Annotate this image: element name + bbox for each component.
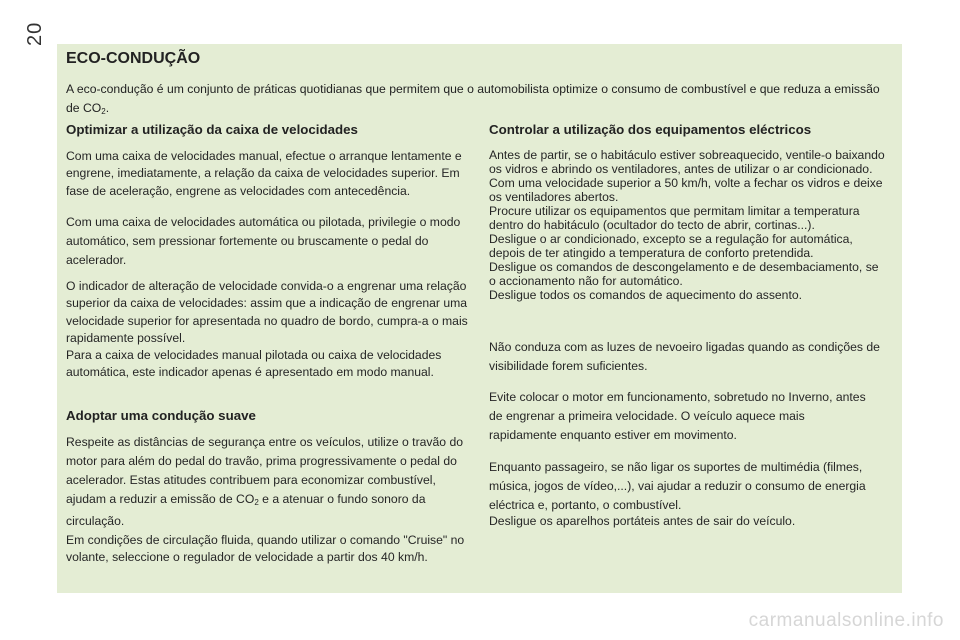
smooth-driving-text-end: e a atenuar o fundo sonoro da circulação. bbox=[66, 492, 426, 528]
intro-paragraph bbox=[66, 80, 886, 121]
page-title: ECO-CONDUÇÃO bbox=[66, 50, 201, 67]
intro-subscript: 2 bbox=[101, 107, 106, 116]
intro-text-end: . bbox=[105, 101, 110, 115]
smooth-driving-subscript: 2 bbox=[254, 498, 259, 507]
gearbox-paragraph-indicator-note: Para a caixa de velocidades manual pilotada ou caixa de velocidades automática, este indicador apenas é apresentado em modo manual. bbox=[66, 348, 442, 380]
section-heading-gearbox: Optimizar a utilização da caixa de velocidades bbox=[66, 122, 358, 137]
portable-devices-paragraph: Desligue os aparelhos portáteis antes de sair do veículo. bbox=[489, 514, 796, 528]
intro-text: A eco-condução é um conjunto de práticas quotidianas que permitem que o automobilista optimize o consumo de combustível e que reduza a emissão de CO bbox=[66, 82, 880, 115]
electrical-line: Antes de partir, se o habitáculo estiver sobreaquecido, ventile-o baixando os vidros e abrindo os ventiladores, antes de utilizar o ar condicionado. bbox=[489, 148, 885, 176]
section-heading-electrical: Controlar a utilização dos equipamentos eléctricos bbox=[489, 122, 812, 137]
gearbox-paragraph-automatic: Com uma caixa de velocidades automática ou pilotada, privilegie o modo automático, sem pressionar fortemente ou bruscamente o pedal do acelerador. bbox=[66, 215, 461, 267]
engine-warmup-paragraph: Evite colocar o motor em funcionamento, sobretudo no Inverno, antes de engrenar a primeira velocidade. O veículo aquece mais rapidamente enquanto estiver em movimento. bbox=[489, 390, 866, 442]
smooth-driving-text: Respeite as distâncias de segurança entre os veículos, utilize o travão do motor para além do pedal do travão, prima progressivamente o pedal do acelerador. Estas atitudes contribuem para economizar combustível, ajudam a reduzir a emissão de CO bbox=[66, 435, 463, 506]
section-heading-smooth-driving: Adoptar uma condução suave bbox=[66, 408, 256, 423]
multimedia-paragraph: Enquanto passageiro, se não ligar os suportes de multimédia (filmes, música, jogos de vídeo,...), vai ajudar a reduzir o consumo de energia eléctrica e, portanto, o combustível. bbox=[489, 460, 866, 512]
gearbox-paragraph-indicator: O indicador de alteração de velocidade convida-o a engrenar uma relação superior da caixa de velocidades: assim que a indicação de engrenar uma velocidade superior for apresentada no quadro de bordo, cumpra-a o mais rapidamente possível. bbox=[66, 279, 468, 346]
page-number: 20 bbox=[24, 21, 46, 46]
cruise-control-paragraph: Em condições de circulação fluida, quando utilizar o comando "Cruise" no volante, seleccione o regulador de velocidade a partir dos 40 km/h. bbox=[66, 533, 465, 565]
smooth-driving-paragraph bbox=[66, 433, 474, 531]
electrical-line: Desligue os comandos de descongelamento e de desembaciamento, se o accionamento não for automático. bbox=[489, 260, 879, 288]
electrical-line: Desligue todos os comandos de aquecimento do assento. bbox=[489, 288, 803, 302]
watermark: carmanualsonline.info bbox=[748, 610, 944, 631]
electrical-list bbox=[489, 148, 887, 302]
electrical-line: Procure utilizar os equipamentos que permitam limitar a temperatura dentro do habitáculo (ocultador do tecto de abrir, cortinas...). bbox=[489, 204, 860, 232]
electrical-line: Com uma velocidade superior a 50 km/h, volte a fechar os vidros e deixe os ventiladores abertos. bbox=[489, 176, 883, 204]
gearbox-paragraph-manual: Com uma caixa de velocidades manual, efectue o arranque lentamente e engrene, imediatamente, a relação da caixa de velocidades superior. Em fase de aceleração, engrene as velocidades com antecedência. bbox=[66, 149, 462, 198]
fog-lights-paragraph: Não conduza com as luzes de nevoeiro ligadas quando as condições de visibilidade forem suficientes. bbox=[489, 340, 880, 373]
electrical-line: Desligue o ar condicionado, excepto se a regulação for automática, depois de ter atingido a temperatura de conforto pretendida. bbox=[489, 232, 853, 260]
